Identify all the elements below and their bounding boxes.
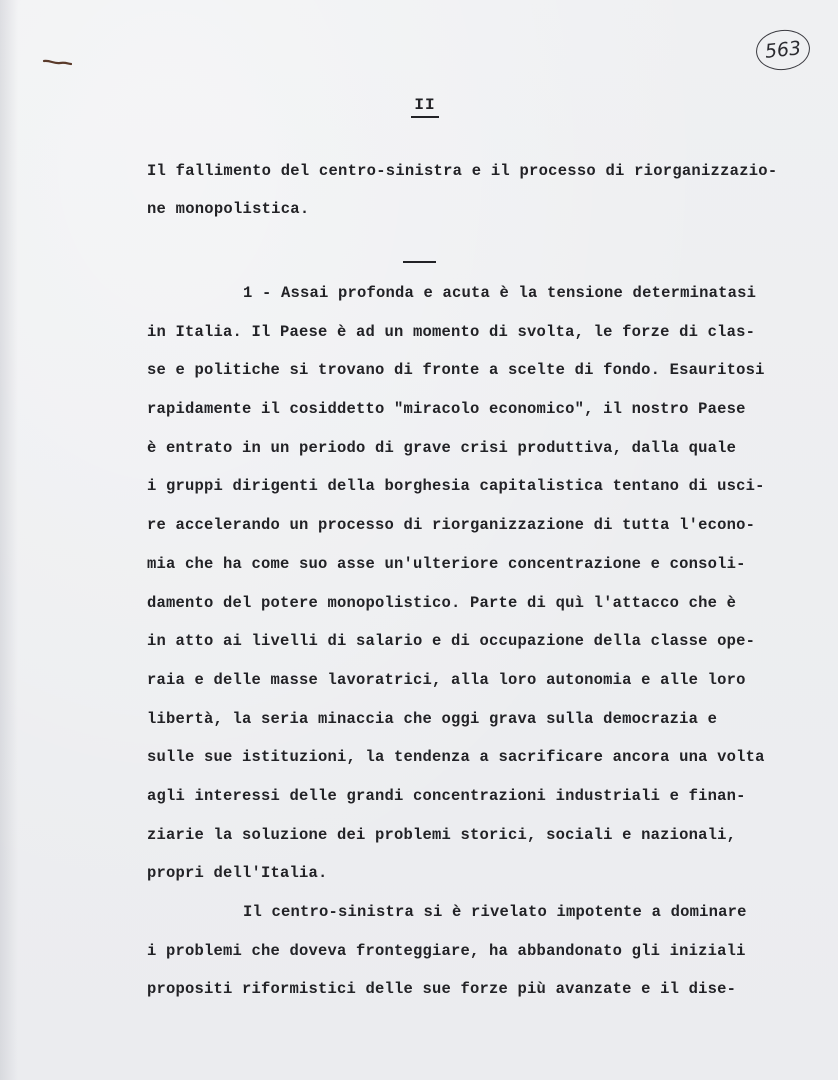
paragraph-1-line: sulle sue istituzioni, la tendenza a sacrificare ancora una volta xyxy=(147,748,765,767)
body-text xyxy=(147,274,817,1009)
paragraph-1-line: in atto ai livelli di salario e di occupazione della classe ope- xyxy=(147,632,756,651)
paragraph-1-line: agli interessi delle grandi concentrazioni industriali e finan- xyxy=(147,786,746,805)
ink-mark-icon xyxy=(42,58,72,66)
paragraph-1-line: propri dell'Italia. xyxy=(147,864,328,883)
paragraph-2-line: propositi riformistici delle sue forze più avanzate e il dise- xyxy=(147,980,737,999)
paragraph-1-line: se e politiche si trovano di fronte a scelte di fondo. Esauritosi xyxy=(147,361,765,380)
chapter-numeral-text: II xyxy=(411,96,438,118)
section-heading xyxy=(147,152,807,228)
heading-line: Il fallimento del centro-sinistra e il processo di riorganizzazio- xyxy=(147,162,778,180)
section-separator xyxy=(403,261,436,263)
paragraph-1-line: raia e delle masse lavoratrici, alla loro autonomia e alle loro xyxy=(147,670,746,689)
paragraph-1-line: damento del potere monopolistico. Parte di quì l'attacco che è xyxy=(147,593,737,612)
paragraph-1-line: i gruppi dirigenti della borghesia capitalistica tentano di usci- xyxy=(147,477,765,496)
paragraph-2-line: Il centro-sinistra si è rivelato impotente a dominare xyxy=(243,903,747,921)
page-number: 563 xyxy=(754,27,812,72)
paragraph-1-line: 1 - Assai profonda e acuta è la tensione determinatasi xyxy=(243,284,757,302)
paragraph-1-line: libertà, la seria minaccia che oggi grava sulla democrazia e xyxy=(147,709,718,728)
paragraph-1-line: re accelerando un processo di riorganizzazione di tutta l'econo- xyxy=(147,516,756,535)
paragraph-1-line: mia che ha come suo asse un'ulteriore concentrazione e consoli- xyxy=(147,554,746,573)
paragraph-1-line: rapidamente il cosiddetto "miracolo economico", il nostro Paese xyxy=(147,400,746,419)
page-edge-shadow xyxy=(0,0,18,1080)
chapter-numeral xyxy=(0,96,838,118)
heading-line: ne monopolistica. xyxy=(147,200,310,218)
paragraph-1-line: ziarie la soluzione dei problemi storici, sociali e nazionali, xyxy=(147,825,737,844)
paragraph-1-line: in Italia. Il Paese è ad un momento di svolta, le forze di clas- xyxy=(147,322,756,341)
paragraph-2-line: i problemi che doveva fronteggiare, ha abbandonato gli iniziali xyxy=(147,941,746,960)
paragraph-1-line: è entrato in un periodo di grave crisi produttiva, dalla quale xyxy=(147,438,737,457)
